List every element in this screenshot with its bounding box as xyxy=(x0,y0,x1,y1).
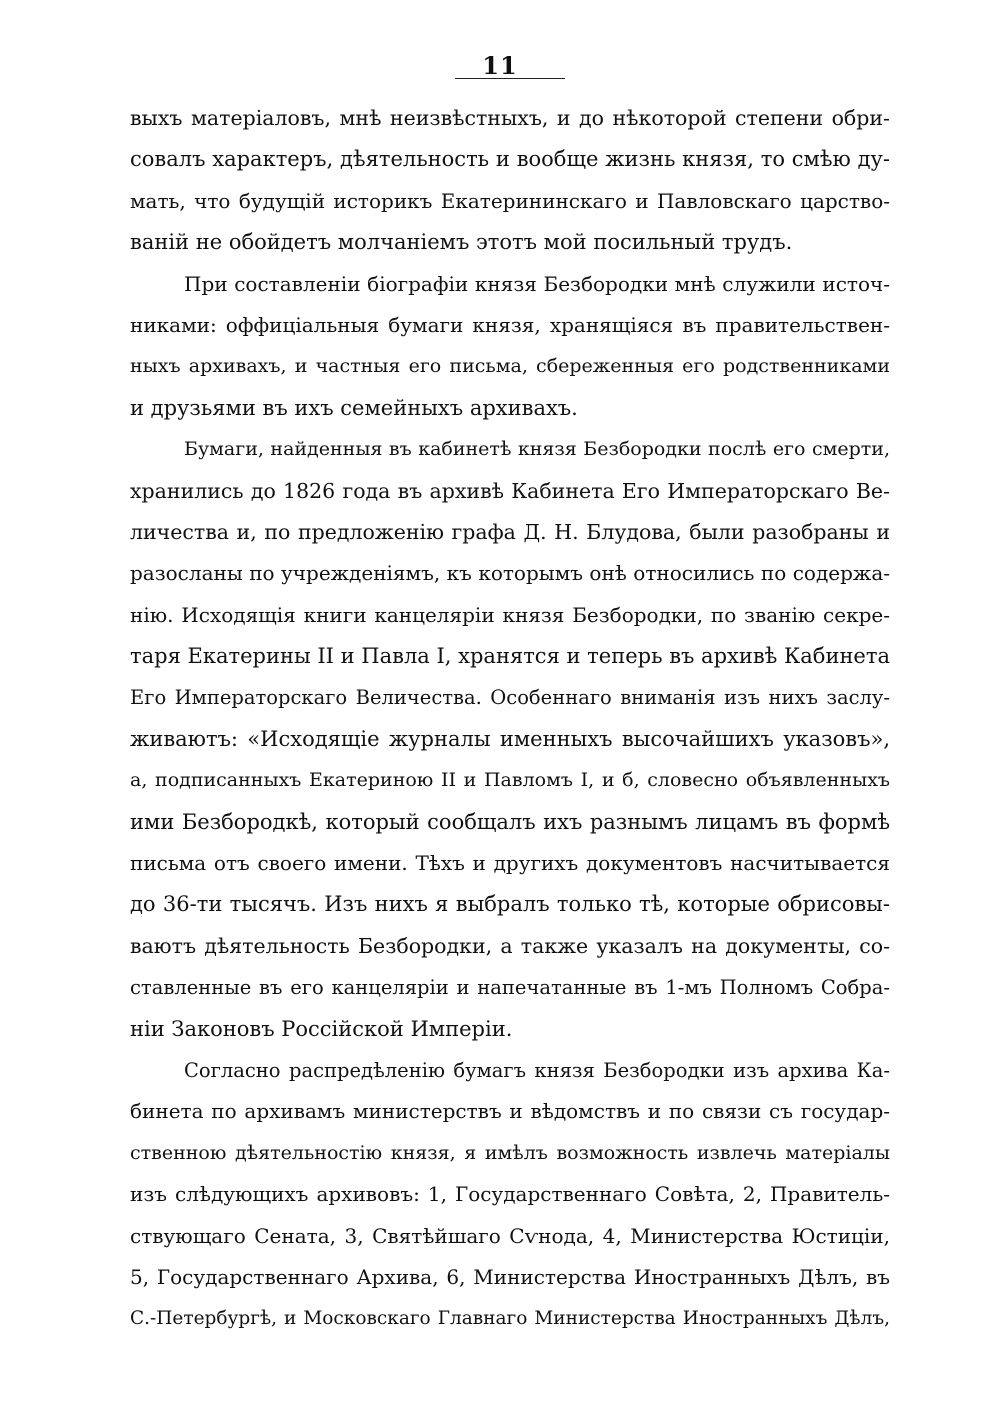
text-line: При составленіи біографіи князя Безбородки мнѣ служили источ- xyxy=(184,271,890,296)
text-line: изъ слѣдующихъ архивовъ: 1, Государственнаго Совѣта, 2, Правитель- xyxy=(130,1182,890,1207)
text-line: мать, что будущій историкъ Екатерининскаго и Павловскаго царство- xyxy=(130,188,890,213)
text-line: ствующаго Сената, 3, Святѣйшаго Сѵнода, 4, Министерства Юстиціи, xyxy=(130,1223,890,1248)
text-line: ніи Законовъ Россійской Имперіи. xyxy=(130,1016,513,1041)
text-line: ственною дѣятельностію князя, я имѣлъ возможность извлечь матеріалы xyxy=(130,1141,890,1164)
text-line: выхъ матеріаловъ, мнѣ неизвѣстныхъ, и до нѣкоторой степени обри- xyxy=(130,106,890,130)
text-line: ныхъ архивахъ, и частныя его письма, сбереженныя его родственниками xyxy=(130,355,890,378)
text-line: совалъ характеръ, дѣятельность и вообще жизнь князя, то смѣю ду- xyxy=(130,147,890,172)
text-line: Его Императорскаго Величества. Особеннаго вниманія изъ нихъ заслу- xyxy=(130,686,890,710)
text-line: 5, Государственнаго Архива, 6, Министерства Иностранныхъ Дѣлъ, въ xyxy=(130,1264,890,1289)
text-line: ваютъ дѣятельность Безбородки, а также указалъ на документы, со- xyxy=(130,933,890,958)
text-line: никами: оффиціальныя бумаги князя, хранящіяся въ правительствен- xyxy=(130,312,890,337)
text-line: ставленные въ его канцеляріи и напечатанные въ 1-мъ Полномъ Собра- xyxy=(130,976,890,1000)
text-line: личества и, по предложенію графа Д. Н. Блудова, были разобраны и xyxy=(130,519,890,544)
text-line: а, подписанныхъ Екатериною II и Павломъ I, и б, словесно объявленныхъ xyxy=(130,769,890,792)
text-line: нію. Исходящія книги канцеляріи князя Безбородки, по званію секре- xyxy=(130,602,890,627)
text-line: бинета по архивамъ министерствъ и вѣдомствъ и по связи съ государ- xyxy=(130,1099,890,1124)
body-text xyxy=(130,98,890,1340)
text-line: до 36-ти тысячъ. Изъ нихъ я выбралъ только тѣ, которые обрисовы- xyxy=(130,892,890,917)
text-line: хранились до 1826 года въ архивѣ Кабинета Его Императорскаго Ве- xyxy=(130,478,890,503)
page-number-rule xyxy=(455,78,565,79)
text-line: ими Безбородкѣ, который сообщалъ ихъ разнымъ лицамъ въ формѣ xyxy=(130,809,890,834)
text-line: письма отъ своего имени. Тѣхъ и другихъ документовъ насчитывается xyxy=(130,851,890,876)
page-number: 11 xyxy=(482,51,518,80)
text-line: С.-Петербургѣ, и Московскаго Главнаго Министерства Иностранныхъ Дѣлъ, xyxy=(130,1308,890,1330)
text-line: и друзьями въ ихъ семейныхъ архивахъ. xyxy=(130,395,578,420)
text-line: живаютъ: «Исходящіе журналы именныхъ высочайшихъ указовъ», xyxy=(130,726,890,751)
text-line: таря Екатерины II и Павла I, хранятся и теперь въ архивѣ Кабинета xyxy=(130,644,890,669)
text-line: Согласно распредѣленію бумагъ князя Безбородки изъ архива Ка- xyxy=(184,1058,890,1082)
text-line: Бумаги, найденныя въ кабинетѣ князя Безбородки послѣ его смерти, xyxy=(184,438,890,461)
text-line: ваній не обойдетъ молчаніемъ этотъ мой посильный трудъ. xyxy=(130,230,793,255)
text-line: разосланы по учрежденіямъ, къ которымъ онѣ относились по содержа- xyxy=(130,561,890,586)
